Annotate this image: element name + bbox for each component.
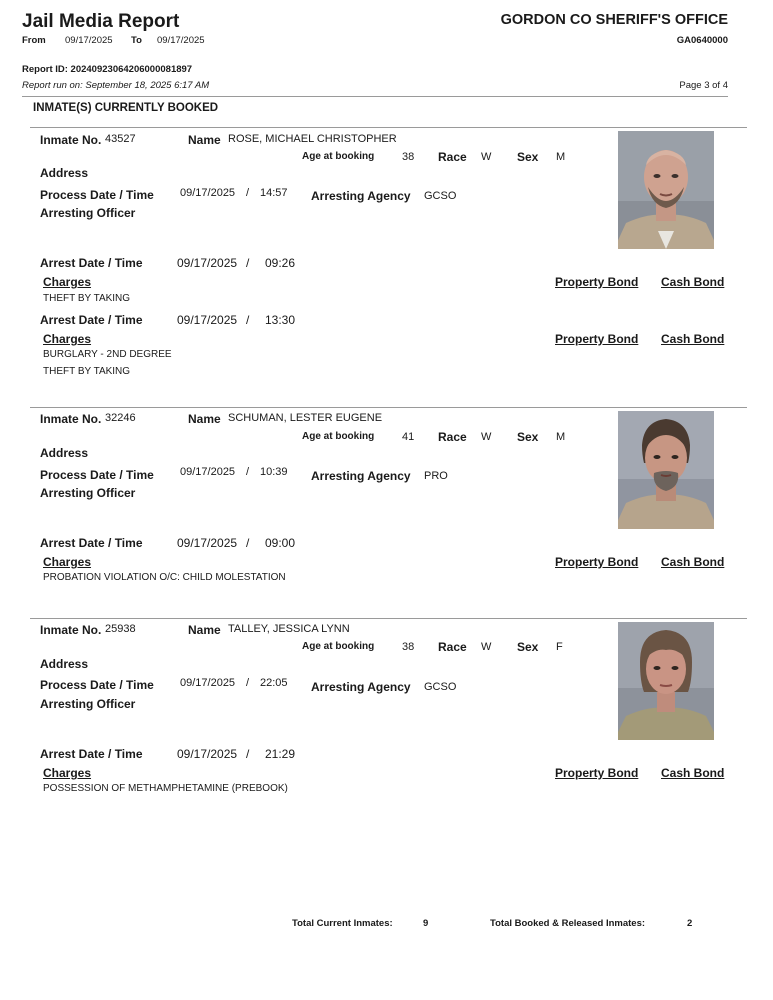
race-value: W (481, 641, 492, 653)
officer-label: Arresting Officer (40, 206, 136, 220)
age-label: Age at booking (302, 431, 375, 442)
arrest-slash: / (246, 256, 250, 270)
inmate-name: ROSE, MICHAEL CHRISTOPHER (228, 133, 397, 145)
charge-item: BURGLARY - 2ND DEGREE (43, 349, 172, 360)
record-divider (30, 618, 747, 619)
race-label: Race (438, 640, 467, 654)
property-bond-label: Property Bond (555, 332, 639, 346)
arrest-date: 09/17/2025 (177, 313, 238, 327)
section-rule (30, 127, 747, 128)
process-date: 09/17/2025 (180, 677, 236, 689)
arrest-slash: / (246, 536, 250, 550)
arrest-slash: / (246, 747, 250, 761)
charge-item: THEFT BY TAKING (43, 366, 131, 377)
agency-label: Arresting Agency (311, 680, 411, 694)
record-divider (30, 407, 747, 408)
report-run-on: Report run on: September 18, 2025 6:17 AM (22, 80, 210, 91)
report-title: Jail Media Report (22, 11, 180, 32)
process-time: 22:05 (260, 677, 288, 689)
process-label: Process Date / Time (40, 188, 154, 202)
race-label: Race (438, 150, 467, 164)
arrest-time: 13:30 (265, 313, 296, 327)
process-time: 10:39 (260, 466, 288, 478)
arrest-slash: / (246, 313, 250, 327)
from-date: 09/17/2025 (65, 35, 113, 46)
sex-value: M (556, 151, 566, 163)
total-released-value: 2 (687, 918, 693, 929)
agency-name: GORDON CO SHERIFF'S OFFICE (500, 12, 728, 28)
total-current-value: 9 (423, 918, 429, 929)
address-label: Address (40, 657, 89, 671)
agency-value: GCSO (424, 190, 457, 202)
arrest-date: 09/17/2025 (177, 747, 238, 761)
inmate-no-value: 32246 (105, 412, 136, 424)
charge-item: POSSESSION OF METHAMPHETAMINE (PREBOOK) (43, 783, 288, 794)
inmate-no-value: 43527 (105, 133, 136, 145)
to-date: 09/17/2025 (157, 35, 205, 46)
inmate-no-value: 25938 (105, 623, 136, 635)
sex-label: Sex (517, 640, 539, 654)
name-label: Name (188, 623, 221, 637)
officer-label: Arresting Officer (40, 486, 136, 500)
agency-code: GA0640000 (676, 35, 728, 46)
age-label: Age at booking (302, 151, 375, 162)
age-label: Age at booking (302, 641, 375, 652)
property-bond-label: Property Bond (555, 275, 639, 289)
sex-value: M (556, 431, 566, 443)
charges-label: Charges (43, 766, 92, 780)
process-date: 09/17/2025 (180, 466, 236, 478)
sex-value: F (556, 641, 563, 653)
process-slash: / (246, 466, 250, 478)
race-label: Race (438, 430, 467, 444)
arrest-date: 09/17/2025 (177, 256, 238, 270)
total-current-label: Total Current Inmates: (292, 918, 393, 929)
cash-bond-label: Cash Bond (661, 555, 725, 569)
cash-bond-label: Cash Bond (661, 766, 725, 780)
address-label: Address (40, 446, 89, 460)
process-label: Process Date / Time (40, 678, 154, 692)
agency-value: PRO (424, 470, 448, 482)
arrest-time: 09:26 (265, 256, 296, 270)
officer-label: Arresting Officer (40, 697, 136, 711)
inmate-no-label: Inmate No. (40, 133, 102, 147)
cash-bond-label: Cash Bond (661, 332, 725, 346)
process-slash: / (246, 677, 250, 689)
arrest-label: Arrest Date / Time (40, 313, 143, 327)
inmate-no-label: Inmate No. (40, 412, 102, 426)
property-bond-label: Property Bond (555, 555, 639, 569)
to-label: To (131, 35, 142, 46)
arrest-date: 09/17/2025 (177, 536, 238, 550)
header-rule (22, 96, 728, 97)
inmate-name: SCHUMAN, LESTER EUGENE (228, 412, 383, 424)
age-value: 38 (402, 641, 415, 653)
arrest-time: 21:29 (265, 747, 296, 761)
arrest-time: 09:00 (265, 536, 296, 550)
sex-label: Sex (517, 430, 539, 444)
agency-label: Arresting Agency (311, 469, 411, 483)
agency-value: GCSO (424, 681, 457, 693)
name-label: Name (188, 133, 221, 147)
cash-bond-label: Cash Bond (661, 275, 725, 289)
arrest-label: Arrest Date / Time (40, 536, 143, 550)
charges-label: Charges (43, 555, 92, 569)
name-label: Name (188, 412, 221, 426)
race-value: W (481, 151, 492, 163)
charge-item: PROBATION VIOLATION O/C: CHILD MOLESTATION (43, 572, 286, 583)
charge-item: THEFT BY TAKING (43, 293, 131, 304)
age-value: 38 (402, 151, 415, 163)
sex-label: Sex (517, 150, 539, 164)
inmate-no-label: Inmate No. (40, 623, 102, 637)
inmate-name: TALLEY, JESSICA LYNN (228, 623, 350, 635)
charges-label: Charges (43, 332, 92, 346)
process-slash: / (246, 187, 250, 199)
process-time: 14:57 (260, 187, 288, 199)
inmate-photo (618, 622, 714, 740)
race-value: W (481, 431, 492, 443)
total-released-label: Total Booked & Released Inmates: (490, 918, 646, 929)
agency-label: Arresting Agency (311, 189, 411, 203)
process-label: Process Date / Time (40, 468, 154, 482)
inmate-photo (618, 131, 714, 249)
arrest-label: Arrest Date / Time (40, 747, 143, 761)
report-id: Report ID: 20240923064206000081897 (22, 64, 193, 75)
inmate-photo (618, 411, 714, 529)
address-label: Address (40, 166, 89, 180)
arrest-label: Arrest Date / Time (40, 256, 143, 270)
section-title: INMATE(S) CURRENTLY BOOKED (33, 102, 219, 114)
property-bond-label: Property Bond (555, 766, 639, 780)
from-label: From (22, 35, 46, 46)
charges-label: Charges (43, 275, 92, 289)
process-date: 09/17/2025 (180, 187, 236, 199)
page-number: Page 3 of 4 (679, 80, 728, 91)
age-value: 41 (402, 431, 415, 443)
